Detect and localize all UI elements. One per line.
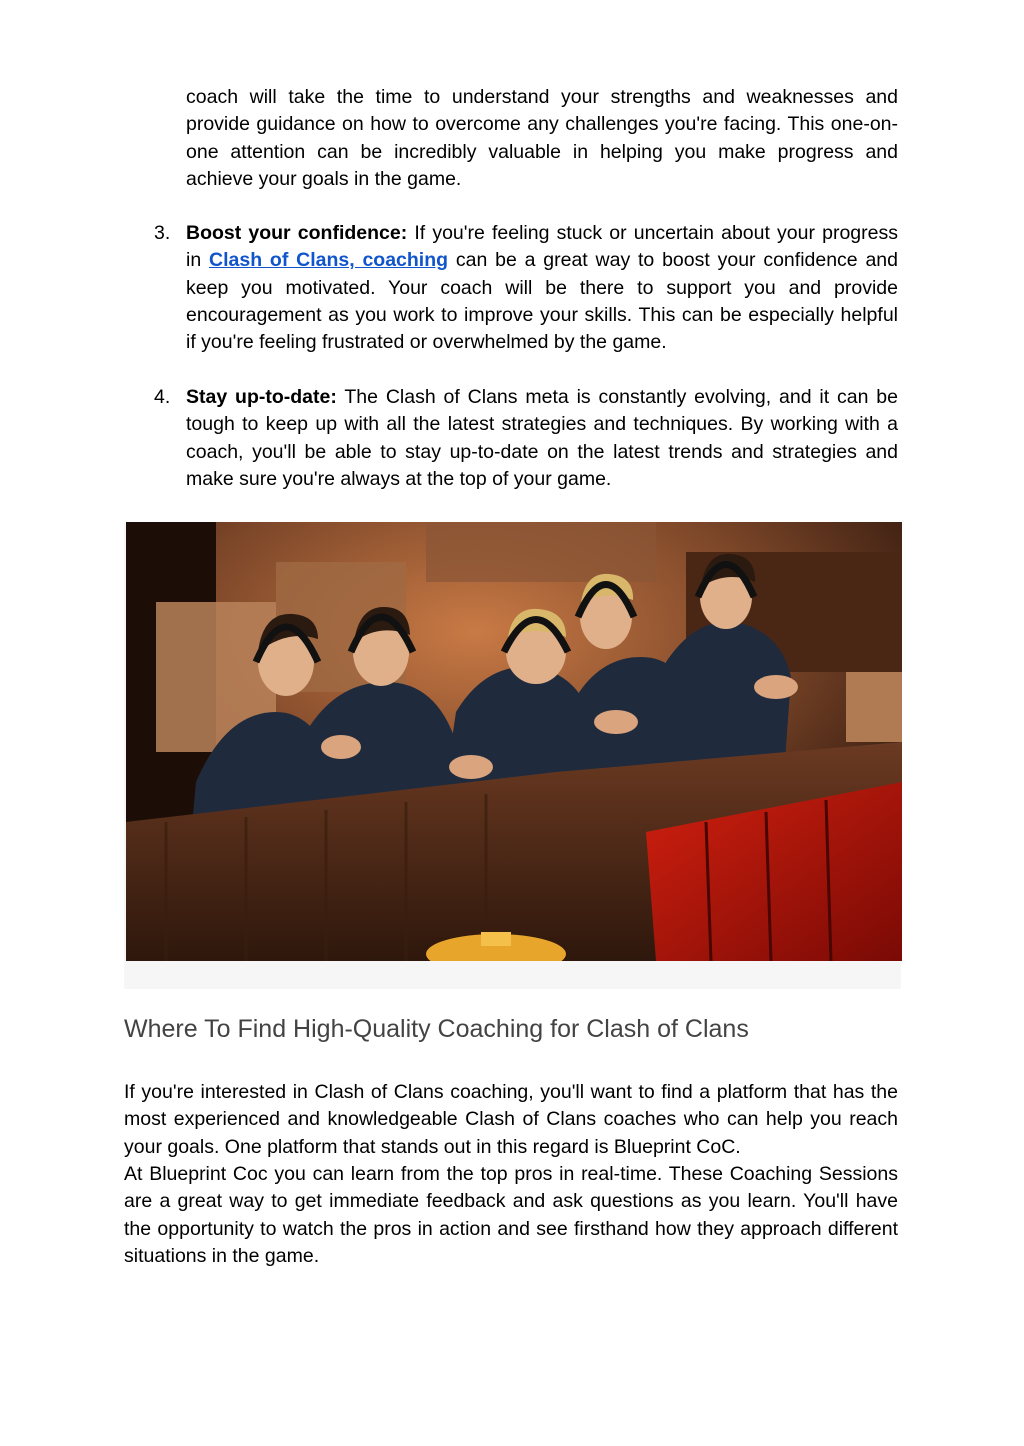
list-item-body-before-link: If you're feeling stuck or uncertain about your progress in: [186, 222, 898, 272]
list-item-title: Stay up-to-date:: [186, 386, 337, 408]
body-paragraph-1: If you're interested in Clash of Clans coaching, you'll want to find a platform that has the most experienced and knowledgeable Clash of Clans coaches who can help you reach your goals. One platform that stands out in this regard is Blueprint CoC.: [124, 1081, 898, 1158]
photo-container: [124, 522, 901, 989]
body-paragraph-2: At Blueprint Coc you can learn from the top pros in real-time. These Coaching Sessions are a great way to get immediate feedback and ask questions as you learn. You'll have the opportunity to watch the pros in action and see firsthand how they approach different situations in the game.: [124, 1163, 898, 1267]
list-number: 3.: [154, 222, 171, 244]
esports-team-photo: [126, 522, 902, 961]
list-item-body-after-link: can be a great way to boost your confidence and keep you motivated. Your coach will be there to support you and provide encouragement as you work to improve your skills. This can be especially helpful if you're feeling frustrated or overwhelmed by the game.: [186, 249, 898, 354]
list-item-text: [186, 220, 898, 356]
list-item-boost-confidence: [154, 220, 898, 356]
esports-team-illustration: [126, 522, 902, 961]
list-item-text: [186, 384, 898, 493]
list-item-body: The Clash of Clans meta is constantly evolving, and it can be tough to keep up with all the latest strategies and techniques. By working with a coach, you'll be able to stay up-to-date on the latest trends and strategies and make sure you're always at the top of your game.: [186, 386, 898, 490]
list-number: 4.: [154, 386, 171, 408]
clash-of-clans-coaching-link[interactable]: Clash of Clans, coaching: [209, 249, 449, 272]
list-item-stay-up-to-date: [154, 384, 898, 493]
intro-paragraph: coach will take the time to understand your strengths and weaknesses and provide guidance on how to overcome any challenges you're facing. This one-on-one attention can be incredibly valuable in helping you make progress and achieve your goals in the game.: [186, 86, 898, 190]
section-heading: Where To Find High-Quality Coaching for Clash of Clans: [124, 1015, 749, 1043]
list-item-title: Boost your confidence:: [186, 222, 408, 244]
